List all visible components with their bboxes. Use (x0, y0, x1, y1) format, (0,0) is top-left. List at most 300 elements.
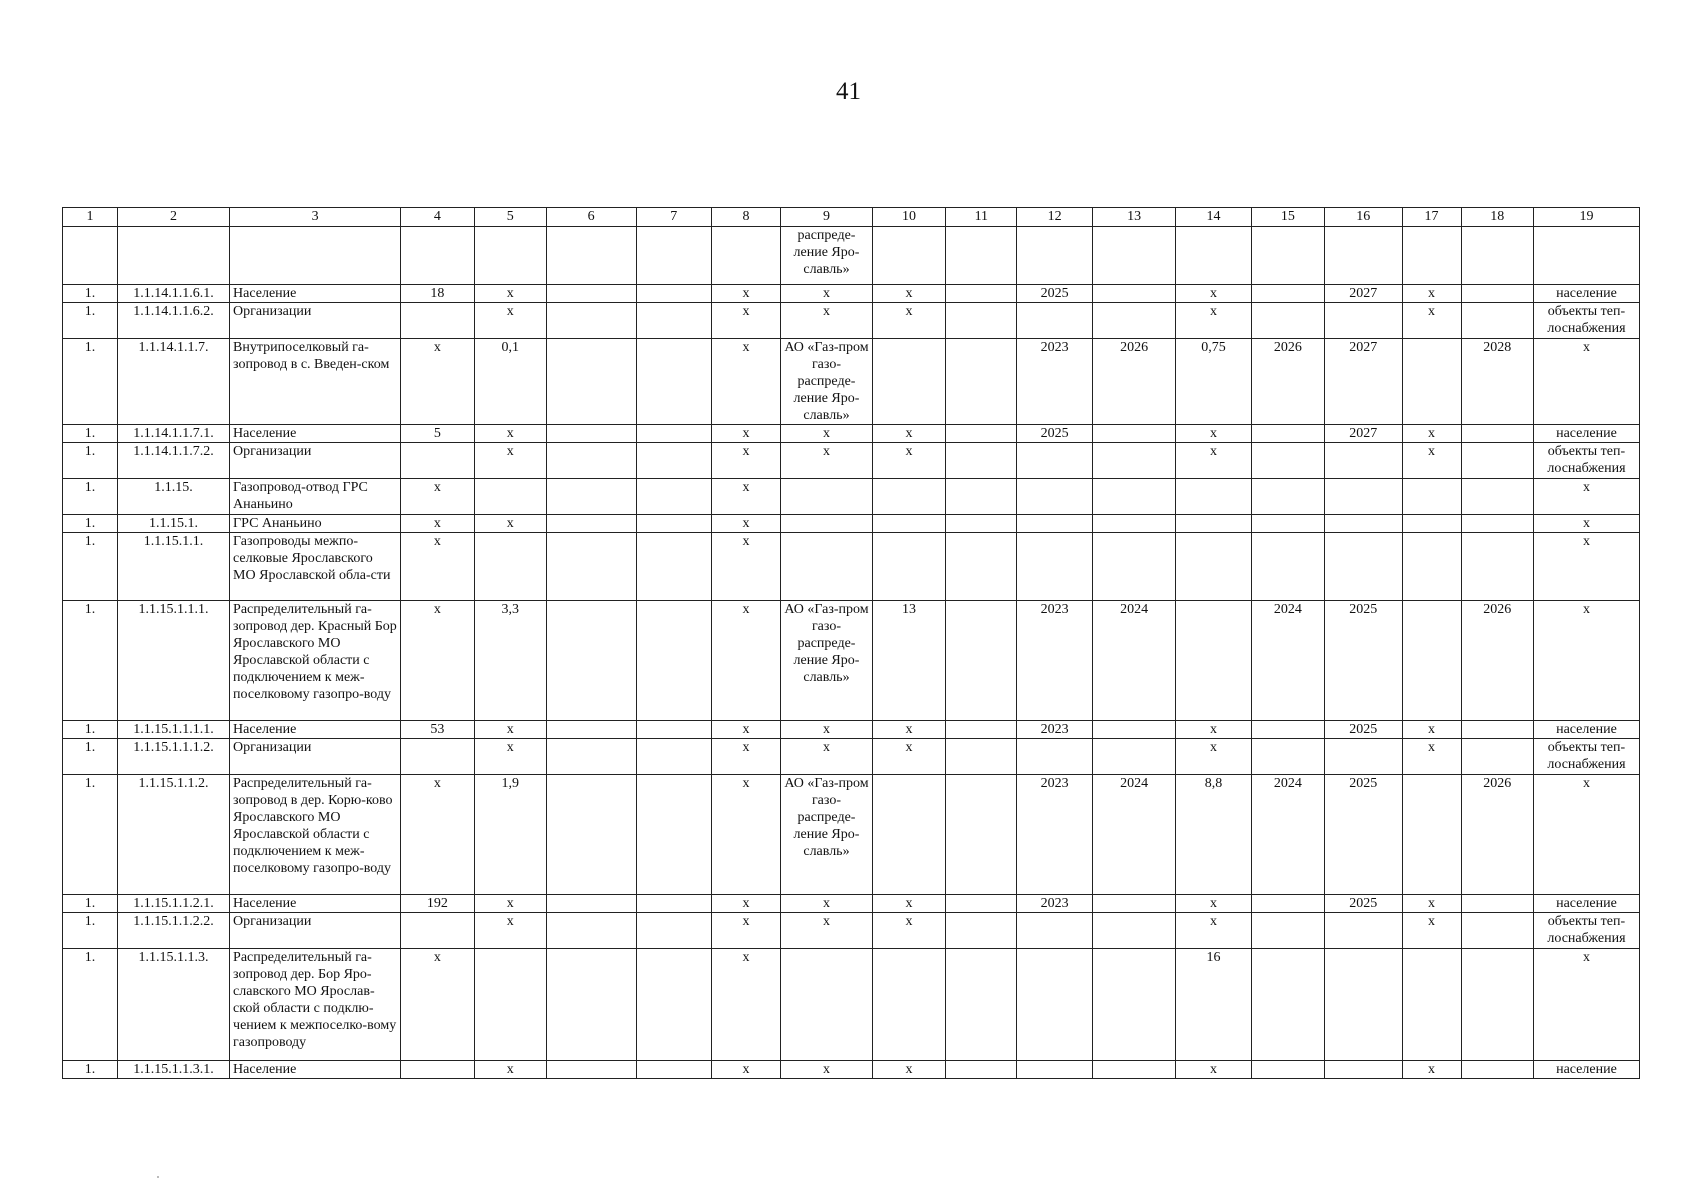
table-cell-col-2: 1.1.14.1.1.6.1. (118, 285, 230, 303)
table-cell-col-12: 2023 (1017, 601, 1092, 721)
table-cell-col-1: 1. (63, 721, 118, 739)
table-cell-col-10: х (872, 913, 945, 949)
table-cell-col-6 (546, 895, 636, 913)
table-cell-col-10 (872, 533, 945, 601)
table-cell-col-11 (946, 425, 1017, 443)
table-cell-col-7 (636, 1061, 711, 1079)
table-cell-col-13 (1092, 515, 1176, 533)
table-cell-col-8: х (711, 949, 780, 1061)
table-cell-col-2: 1.1.14.1.1.7.2. (118, 443, 230, 479)
table-cell-col-2: 1.1.15.1.1.2.1. (118, 895, 230, 913)
table-cell-col-4 (401, 227, 474, 285)
table-cell-col-19: объекты теп-лоснабжения (1533, 739, 1639, 775)
table-cell-col-2: 1.1.14.1.1.6.2. (118, 303, 230, 339)
table-cell-col-18: 2028 (1461, 339, 1533, 425)
table-cell-col-11 (946, 721, 1017, 739)
table-row (63, 913, 1640, 949)
table-cell-col-13 (1092, 721, 1176, 739)
table-cell-col-15 (1251, 443, 1324, 479)
table-cell-col-11 (946, 443, 1017, 479)
table-cell-col-16: 2025 (1325, 601, 1402, 721)
table-cell-col-5: х (474, 425, 546, 443)
table-cell-col-19: население (1533, 721, 1639, 739)
table-cell-col-3: Организации (230, 739, 401, 775)
table-row (63, 533, 1640, 601)
table-cell-col-1: 1. (63, 479, 118, 515)
table-cell-col-18 (1461, 739, 1533, 775)
table-cell-col-4 (401, 1061, 474, 1079)
table-cell-col-4: 53 (401, 721, 474, 739)
table-cell-col-19: х (1533, 775, 1639, 895)
table-cell-col-6 (546, 515, 636, 533)
table-cell-col-16 (1325, 515, 1402, 533)
table-cell-col-2: 1.1.15.1.1.3.1. (118, 1061, 230, 1079)
column-header-11: 11 (946, 208, 1017, 227)
table-cell-col-8: х (711, 425, 780, 443)
table-cell-col-10: х (872, 739, 945, 775)
table-cell-col-19: х (1533, 479, 1639, 515)
table-cell-col-8: х (711, 739, 780, 775)
table-cell-col-17: х (1402, 1061, 1461, 1079)
table-cell-col-11 (946, 227, 1017, 285)
table-cell-col-12: 2023 (1017, 339, 1092, 425)
column-header-8: 8 (711, 208, 780, 227)
table-cell-col-18 (1461, 479, 1533, 515)
table-cell-col-19: х (1533, 949, 1639, 1061)
table-cell-col-12 (1017, 533, 1092, 601)
column-header-10: 10 (872, 208, 945, 227)
table-cell-col-4 (401, 913, 474, 949)
table-cell-col-9: АО «Газ-пром газо-распреде-ление Яро-славль» (781, 601, 873, 721)
table-cell-col-6 (546, 443, 636, 479)
table-cell-col-14: х (1176, 303, 1251, 339)
table-cell-col-10: х (872, 443, 945, 479)
table-cell-col-1: 1. (63, 739, 118, 775)
table-cell-col-8: х (711, 721, 780, 739)
table-cell-col-12 (1017, 913, 1092, 949)
table-cell-col-13 (1092, 303, 1176, 339)
table-cell-col-6 (546, 739, 636, 775)
table-cell-col-10 (872, 775, 945, 895)
table-cell-col-15 (1251, 913, 1324, 949)
table-cell-col-5 (474, 533, 546, 601)
table-cell-col-7 (636, 721, 711, 739)
table-cell-col-9 (781, 949, 873, 1061)
table-cell-col-9: х (781, 721, 873, 739)
table-cell-col-18 (1461, 515, 1533, 533)
table-cell-col-5: х (474, 913, 546, 949)
table-cell-col-9: распреде-ление Яро-славль» (781, 227, 873, 285)
table-cell-col-14: х (1176, 895, 1251, 913)
table-cell-col-3: Газопровод-отвод ГРС Ананьино (230, 479, 401, 515)
table-cell-col-9: х (781, 443, 873, 479)
table-cell-col-16: 2025 (1325, 721, 1402, 739)
table-cell-col-12: 2023 (1017, 721, 1092, 739)
table-cell-col-4 (401, 443, 474, 479)
table-cell-col-19: население (1533, 285, 1639, 303)
table-cell-col-17: х (1402, 913, 1461, 949)
table-cell-col-3: Внутрипоселковый га-зопровод в с. Введен-ском (230, 339, 401, 425)
table-cell-col-7 (636, 739, 711, 775)
table-cell-col-17: х (1402, 895, 1461, 913)
table-cell-col-15: 2026 (1251, 339, 1324, 425)
table-cell-col-7 (636, 533, 711, 601)
table-cell-col-12 (1017, 303, 1092, 339)
table-cell-col-5: х (474, 285, 546, 303)
table-cell-col-10: х (872, 285, 945, 303)
table-cell-col-6 (546, 303, 636, 339)
table-row (63, 339, 1640, 425)
table-cell-col-1: 1. (63, 949, 118, 1061)
table-cell-col-8: х (711, 339, 780, 425)
table-cell-col-7 (636, 303, 711, 339)
table-cell-col-19: х (1533, 339, 1639, 425)
table-cell-col-6 (546, 479, 636, 515)
table-cell-col-6 (546, 339, 636, 425)
scan-artifact (157, 1176, 159, 1178)
table-cell-col-13 (1092, 227, 1176, 285)
table-cell-col-16: 2027 (1325, 285, 1402, 303)
table-cell-col-1: 1. (63, 1061, 118, 1079)
table-cell-col-17: х (1402, 721, 1461, 739)
table-cell-col-8: х (711, 533, 780, 601)
column-header-7: 7 (636, 208, 711, 227)
table-cell-col-12 (1017, 1061, 1092, 1079)
table-cell-col-7 (636, 425, 711, 443)
table-cell-col-2: 1.1.15.1.1. (118, 533, 230, 601)
table-cell-col-15: 2024 (1251, 775, 1324, 895)
table-cell-col-15 (1251, 285, 1324, 303)
table-cell-col-2 (118, 227, 230, 285)
table-cell-col-11 (946, 1061, 1017, 1079)
table-cell-col-18 (1461, 303, 1533, 339)
table-cell-col-17 (1402, 601, 1461, 721)
table-cell-col-12 (1017, 443, 1092, 479)
table-row (63, 721, 1640, 739)
table-cell-col-3: Население (230, 1061, 401, 1079)
table-cell-col-12: 2025 (1017, 285, 1092, 303)
table-cell-col-17 (1402, 533, 1461, 601)
table-row (63, 479, 1640, 515)
table-cell-col-16 (1325, 479, 1402, 515)
table-cell-col-16 (1325, 303, 1402, 339)
table-cell-col-4: х (401, 339, 474, 425)
table-cell-col-13: 2024 (1092, 601, 1176, 721)
table-cell-col-8: х (711, 303, 780, 339)
table-row (63, 227, 1640, 285)
table-cell-col-17 (1402, 479, 1461, 515)
table-cell-col-9: х (781, 913, 873, 949)
table-cell-col-11 (946, 949, 1017, 1061)
table-cell-col-5: х (474, 739, 546, 775)
table-cell-col-16 (1325, 443, 1402, 479)
column-header-13: 13 (1092, 208, 1176, 227)
table-cell-col-17 (1402, 775, 1461, 895)
table-cell-col-14 (1176, 515, 1251, 533)
table-cell-col-9: АО «Газ-пром газо-распреде-ление Яро-славль» (781, 775, 873, 895)
table-row (63, 515, 1640, 533)
table-cell-col-9: х (781, 739, 873, 775)
table-cell-col-12 (1017, 227, 1092, 285)
column-header-15: 15 (1251, 208, 1324, 227)
table-cell-col-15 (1251, 515, 1324, 533)
table-cell-col-1: 1. (63, 913, 118, 949)
table-cell-col-18 (1461, 443, 1533, 479)
table-cell-col-8 (711, 227, 780, 285)
table-cell-col-14: х (1176, 425, 1251, 443)
table-cell-col-7 (636, 285, 711, 303)
table-cell-col-3: Распределительный га-зопровод дер. Красный Бор Ярославского МО Ярославской области с подключением к меж-поселковому газопро-воду (230, 601, 401, 721)
table-cell-col-17 (1402, 949, 1461, 1061)
table-cell-col-7 (636, 949, 711, 1061)
table-cell-col-9 (781, 533, 873, 601)
table-cell-col-4: 192 (401, 895, 474, 913)
table-cell-col-3: Население (230, 895, 401, 913)
table-cell-col-19: х (1533, 515, 1639, 533)
header-row (63, 208, 1640, 227)
table-cell-col-11 (946, 601, 1017, 721)
table-cell-col-13 (1092, 895, 1176, 913)
table-cell-col-8: х (711, 913, 780, 949)
table-cell-col-19: население (1533, 1061, 1639, 1079)
table-row (63, 1061, 1640, 1079)
table-cell-col-3: ГРС Ананьино (230, 515, 401, 533)
column-header-5: 5 (474, 208, 546, 227)
table-cell-col-1: 1. (63, 515, 118, 533)
table-cell-col-14: х (1176, 1061, 1251, 1079)
table-cell-col-5: х (474, 303, 546, 339)
table-cell-col-5: х (474, 1061, 546, 1079)
table-cell-col-8: х (711, 775, 780, 895)
table-cell-col-18 (1461, 1061, 1533, 1079)
table-cell-col-13 (1092, 479, 1176, 515)
table-cell-col-1: 1. (63, 895, 118, 913)
table-cell-col-19: население (1533, 425, 1639, 443)
table-cell-col-15 (1251, 895, 1324, 913)
table-cell-col-16 (1325, 533, 1402, 601)
table-cell-col-1: 1. (63, 533, 118, 601)
table-cell-col-1: 1. (63, 443, 118, 479)
table-cell-col-2: 1.1.15.1.1.1. (118, 601, 230, 721)
table-cell-col-14: 0,75 (1176, 339, 1251, 425)
column-header-19: 19 (1533, 208, 1639, 227)
table-cell-col-6 (546, 775, 636, 895)
table-cell-col-11 (946, 303, 1017, 339)
table-cell-col-9 (781, 479, 873, 515)
table-cell-col-4: х (401, 775, 474, 895)
table-cell-col-4: х (401, 515, 474, 533)
table-cell-col-15 (1251, 533, 1324, 601)
table-cell-col-16: 2025 (1325, 895, 1402, 913)
table-cell-col-12 (1017, 949, 1092, 1061)
table-cell-col-16 (1325, 1061, 1402, 1079)
table-cell-col-11 (946, 739, 1017, 775)
table-cell-col-12: 2025 (1017, 425, 1092, 443)
column-header-2: 2 (118, 208, 230, 227)
table-cell-col-11 (946, 515, 1017, 533)
table-cell-col-17: х (1402, 443, 1461, 479)
table-cell-col-6 (546, 1061, 636, 1079)
table-cell-col-3: Население (230, 721, 401, 739)
table-cell-col-2: 1.1.15.1. (118, 515, 230, 533)
column-header-14: 14 (1176, 208, 1251, 227)
table-body (63, 227, 1640, 1079)
table-cell-col-6 (546, 913, 636, 949)
table-cell-col-14 (1176, 479, 1251, 515)
table-cell-col-16: 2025 (1325, 775, 1402, 895)
table-cell-col-16: 2027 (1325, 339, 1402, 425)
table-cell-col-7 (636, 913, 711, 949)
table-cell-col-12 (1017, 515, 1092, 533)
table-row (63, 895, 1640, 913)
table-cell-col-5 (474, 949, 546, 1061)
column-header-1: 1 (63, 208, 118, 227)
table-cell-col-18 (1461, 721, 1533, 739)
table-cell-col-8: х (711, 479, 780, 515)
table-cell-col-2: 1.1.15.1.1.2. (118, 775, 230, 895)
table-cell-col-1: 1. (63, 285, 118, 303)
table-cell-col-2: 1.1.14.1.1.7. (118, 339, 230, 425)
table-cell-col-18 (1461, 533, 1533, 601)
table-cell-col-9: АО «Газ-пром газо-распреде-ление Яро-славль» (781, 339, 873, 425)
table-cell-col-12 (1017, 479, 1092, 515)
table-cell-col-8: х (711, 515, 780, 533)
table-cell-col-13 (1092, 533, 1176, 601)
table-cell-col-5: х (474, 515, 546, 533)
table-cell-col-5: х (474, 443, 546, 479)
table-cell-col-3: Распределительный га-зопровод в дер. Корю-ково Ярославского МО Ярославской области с подключением к меж-поселковому газопро-воду (230, 775, 401, 895)
table-cell-col-3: Газопроводы межпо-селковые Ярославского МО Ярославской обла-сти (230, 533, 401, 601)
table-cell-col-13 (1092, 1061, 1176, 1079)
table-cell-col-11 (946, 479, 1017, 515)
table-cell-col-10: х (872, 895, 945, 913)
table-cell-col-10: 13 (872, 601, 945, 721)
table-cell-col-19: объекты теп-лоснабжения (1533, 443, 1639, 479)
column-header-4: 4 (401, 208, 474, 227)
table-cell-col-4: х (401, 949, 474, 1061)
table-cell-col-7 (636, 895, 711, 913)
table-cell-col-18: 2026 (1461, 601, 1533, 721)
table-row (63, 601, 1640, 721)
table-cell-col-11 (946, 775, 1017, 895)
table-cell-col-10: х (872, 425, 945, 443)
table-cell-col-14: х (1176, 721, 1251, 739)
table-cell-col-13 (1092, 443, 1176, 479)
table-cell-col-3: Распределительный га-зопровод дер. Бор Яро-славского МО Ярослав-ской области с подклю-чением к межпоселко-вому газопроводу (230, 949, 401, 1061)
table-cell-col-15 (1251, 425, 1324, 443)
table-cell-col-6 (546, 285, 636, 303)
table-cell-col-1: 1. (63, 425, 118, 443)
table-cell-col-10 (872, 515, 945, 533)
column-header-9: 9 (781, 208, 873, 227)
table-cell-col-4: 18 (401, 285, 474, 303)
table-cell-col-14 (1176, 533, 1251, 601)
table-cell-col-5: 1,9 (474, 775, 546, 895)
table-cell-col-7 (636, 227, 711, 285)
table-cell-col-13: 2026 (1092, 339, 1176, 425)
table-cell-col-17: х (1402, 739, 1461, 775)
table-cell-col-19: х (1533, 533, 1639, 601)
table-cell-col-14: х (1176, 739, 1251, 775)
table-cell-col-15: 2024 (1251, 601, 1324, 721)
table-cell-col-3: Организации (230, 913, 401, 949)
column-header-6: 6 (546, 208, 636, 227)
table-cell-col-13 (1092, 425, 1176, 443)
table-cell-col-19: объекты теп-лоснабжения (1533, 303, 1639, 339)
table-cell-col-15 (1251, 949, 1324, 1061)
table-cell-col-5: х (474, 895, 546, 913)
table-cell-col-14: х (1176, 285, 1251, 303)
table-cell-col-15 (1251, 1061, 1324, 1079)
table-cell-col-5 (474, 479, 546, 515)
data-table (62, 207, 1640, 1079)
column-header-12: 12 (1017, 208, 1092, 227)
table-cell-col-3: Организации (230, 443, 401, 479)
table-cell-col-7 (636, 601, 711, 721)
table-cell-col-10: х (872, 1061, 945, 1079)
table-cell-col-14: х (1176, 443, 1251, 479)
table-cell-col-18 (1461, 949, 1533, 1061)
page-number: 41 (836, 78, 861, 105)
table-cell-col-5: х (474, 721, 546, 739)
table-cell-col-8: х (711, 1061, 780, 1079)
table-cell-col-17 (1402, 515, 1461, 533)
table-cell-col-5: 0,1 (474, 339, 546, 425)
table-cell-col-13 (1092, 739, 1176, 775)
table-cell-col-6 (546, 425, 636, 443)
table-cell-col-3: Население (230, 425, 401, 443)
table-cell-col-11 (946, 913, 1017, 949)
table-cell-col-7 (636, 443, 711, 479)
table-row (63, 443, 1640, 479)
table-cell-col-19: х (1533, 601, 1639, 721)
table-cell-col-6 (546, 601, 636, 721)
table-row (63, 775, 1640, 895)
column-header-17: 17 (1402, 208, 1461, 227)
table-cell-col-19: объекты теп-лоснабжения (1533, 913, 1639, 949)
table-cell-col-14: 16 (1176, 949, 1251, 1061)
table-row (63, 739, 1640, 775)
table-cell-col-16 (1325, 227, 1402, 285)
table-cell-col-13 (1092, 913, 1176, 949)
table-cell-col-3 (230, 227, 401, 285)
table-cell-col-6 (546, 533, 636, 601)
table-cell-col-13: 2024 (1092, 775, 1176, 895)
table-cell-col-1 (63, 227, 118, 285)
table-cell-col-10 (872, 949, 945, 1061)
table-cell-col-17: х (1402, 303, 1461, 339)
table-cell-col-15 (1251, 227, 1324, 285)
table-cell-col-15 (1251, 739, 1324, 775)
table-cell-col-9: х (781, 285, 873, 303)
table-cell-col-7 (636, 339, 711, 425)
table-cell-col-1: 1. (63, 339, 118, 425)
table-cell-col-4 (401, 739, 474, 775)
table-cell-col-11 (946, 533, 1017, 601)
table-row (63, 425, 1640, 443)
table-cell-col-16 (1325, 739, 1402, 775)
table-cell-col-14 (1176, 227, 1251, 285)
table-cell-col-5 (474, 227, 546, 285)
table-cell-col-5: 3,3 (474, 601, 546, 721)
table-row (63, 285, 1640, 303)
table-cell-col-10: х (872, 303, 945, 339)
table-cell-col-1: 1. (63, 601, 118, 721)
table-cell-col-2: 1.1.15.1.1.1.1. (118, 721, 230, 739)
table-cell-col-10 (872, 339, 945, 425)
table-cell-col-2: 1.1.15. (118, 479, 230, 515)
table-cell-col-8: х (711, 895, 780, 913)
